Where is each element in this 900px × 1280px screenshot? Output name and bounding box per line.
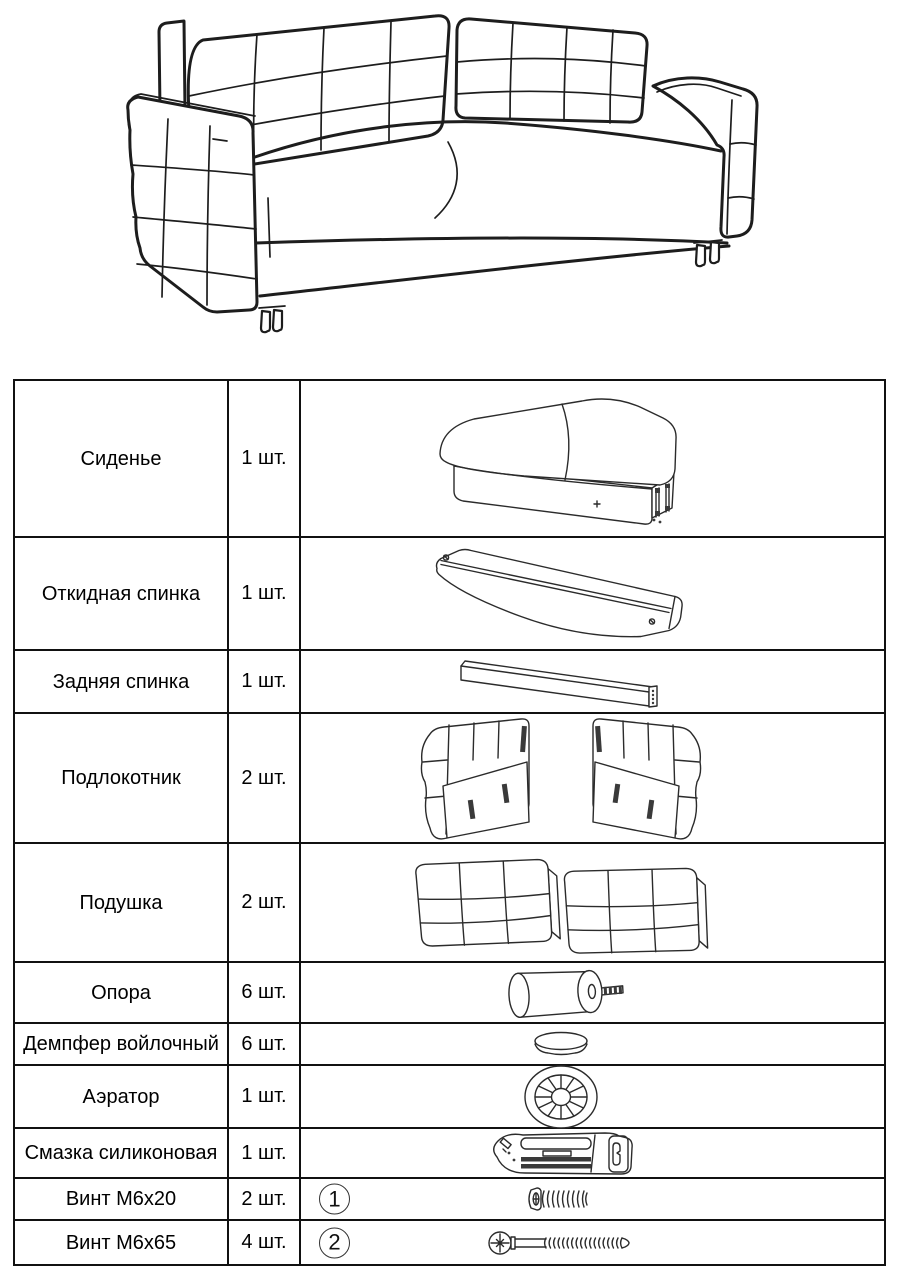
callout-1-badge: 1: [319, 1184, 350, 1215]
part-drawing-cell: [301, 963, 884, 1022]
part-qty: 4 шт.: [229, 1221, 301, 1264]
sofa-line-drawing: [105, 2, 795, 357]
screw-m6x65-drawing: [488, 1229, 634, 1257]
leg-support-drawing: [493, 964, 629, 1022]
folding-backrest-drawing: [431, 546, 691, 642]
part-drawing-cell: [301, 1024, 884, 1064]
part-name: Подлокотник: [15, 714, 229, 842]
silicone-grease-drawing: [487, 1129, 635, 1177]
table-row: [15, 714, 884, 844]
part-drawing-cell: [301, 714, 884, 842]
part-name: Винт М6х65: [15, 1221, 229, 1264]
screw-m6x20-drawing: [525, 1185, 597, 1213]
part-qty: 2 шт.: [229, 714, 301, 842]
part-qty: 6 шт.: [229, 963, 301, 1022]
part-name: Смазка силиконовая: [15, 1129, 229, 1177]
part-drawing-cell: [301, 1066, 884, 1127]
part-drawing-cell: [301, 1221, 884, 1264]
part-drawing-cell: [301, 381, 884, 536]
table-row: [15, 1221, 884, 1264]
part-qty: 2 шт.: [229, 844, 301, 961]
cushion-drawing: [411, 847, 711, 959]
callout-2-badge: 2: [319, 1227, 350, 1258]
aerator-drawing: [522, 1063, 600, 1131]
part-drawing-cell: [301, 844, 884, 961]
part-name: Демпфер войлочный: [15, 1024, 229, 1064]
part-drawing-cell: [301, 651, 884, 712]
part-qty: 1 шт.: [229, 381, 301, 536]
table-row: [15, 381, 884, 538]
seat-drawing: [416, 390, 706, 528]
part-name: Винт М6х20: [15, 1179, 229, 1219]
part-name: Сиденье: [15, 381, 229, 536]
table-row: [15, 844, 884, 963]
table-row: [15, 963, 884, 1024]
part-qty: 6 шт.: [229, 1024, 301, 1064]
part-drawing-cell: [301, 538, 884, 649]
part-qty: 1 шт.: [229, 1129, 301, 1177]
parts-table: [13, 379, 886, 1266]
part-name: Аэратор: [15, 1066, 229, 1127]
part-qty: 2 шт.: [229, 1179, 301, 1219]
part-qty: 1 шт.: [229, 538, 301, 649]
table-row: [15, 1066, 884, 1129]
table-row: [15, 1179, 884, 1221]
table-row: [15, 651, 884, 714]
table-row: [15, 538, 884, 651]
table-row: [15, 1129, 884, 1179]
part-name: Задняя спинка: [15, 651, 229, 712]
part-qty: 1 шт.: [229, 651, 301, 712]
part-name: Подушка: [15, 844, 229, 961]
table-row: [15, 1024, 884, 1066]
part-name: Опора: [15, 963, 229, 1022]
felt-damper-drawing: [530, 1029, 592, 1059]
part-drawing-cell: [301, 1129, 884, 1177]
armrest-drawing: [411, 716, 711, 840]
part-qty: 1 шт.: [229, 1066, 301, 1127]
part-name: Откидная спинка: [15, 538, 229, 649]
rear-back-panel-drawing: [453, 654, 668, 710]
part-drawing-cell: [301, 1179, 884, 1219]
